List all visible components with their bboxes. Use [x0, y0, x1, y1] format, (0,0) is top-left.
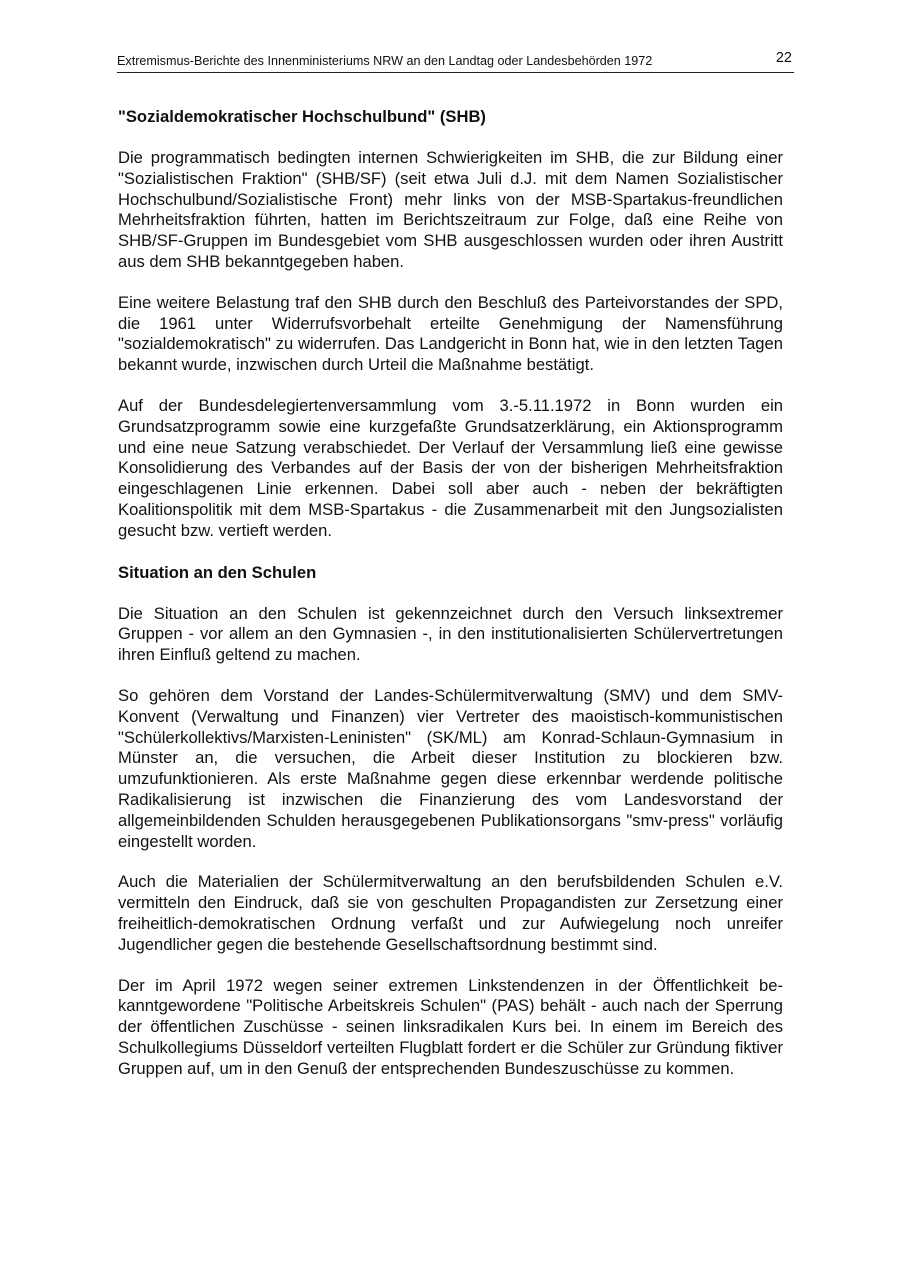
document-body	[118, 106, 783, 1099]
section-heading-schulen: Situation an den Schulen	[118, 562, 317, 582]
paragraph: Die programmatisch bedingten internen Schwierigkeiten im SHB, die zur Bildung einer "Sozialistischen Fraktion" (SHB/SF) (seit etwa Juli d.J. mit dem Namen Sozialistischer Hochschulbund/Sozialistische Front) mehr links von der MSB-Spartakus-freundlichen Mehrheitsfraktion führten, hatten im Berichtszeitraum zur Folge, daß eine Reihe von SHB/SF-Gruppen im Bundesgebiet vom SHB ausgeschlossen wurden oder ihren Austritt aus dem SHB bekanntgegeben haben.	[118, 148, 783, 271]
paragraph: Der im April 1972 wegen seiner extremen Linkstendenzen in der Öffentlichkeit bekanntgewordene "Politische Arbeitskreis Schulen" (PAS) behält - auch nach der Sperrung der öffentlichen Zuschüsse - seinen linksradikalen Kurs bei. In einem im Bereich des Schulkollegiums Düsseldorf verteilten Flugblatt fordert er die Schüler zur Gründung fiktiver Gruppen auf, um in den Genuß der entsprechenden Bundeszuschüsse zu kommen.	[118, 975, 783, 1078]
section-heading-shb: "Sozialdemokratischer Hochschulbund" (SHB)	[118, 107, 486, 126]
paragraph: Eine weitere Belastung traf den SHB durch den Beschluß des Parteivorstandes der SPD, die 1961 unter Widerrufsvorbehalt erteilte Genehmigung der Namensführung "sozialdemokratisch" zu widerrufen. Das Landgericht in Bonn hat, wie in den letzten Tagen bekannt wurde, inzwischen durch Urteil die Maßnahme bestätigt.	[118, 292, 783, 375]
paragraph: Auf der Bundesdelegiertenversammlung vom 3.-5.11.1972 in Bonn wurden ein Grundsatzprogramm sowie eine kurzgefaßte Grundsatzerklärung, ein Aktionsprogramm und eine neue Satzung verabschiedet. Der Verlauf der Versammlung ließ eine gewisse Konsolidierung des Verbandes auf der Basis der von der bisherigen Mehrheitsfraktion eingeschlagenen Linie erkennen. Dabei soll aber auch - neben der bekräftigten Koalitionspolitik mit dem MSB-Spartakus - die Zusammenarbeit mit den Jungsozialisten gesucht bzw. vertieft werden.	[118, 395, 783, 540]
paragraph: Auch die Materialien der Schülermitverwaltung an den berufsbildenden Schulen e.V. vermitteln den Eindruck, daß sie von geschulten Propagandisten zur Zersetzung einer freiheitlich-demokratischen Ordnung verfaßt und zur Aufwiegelung noch unreifer Jugendlicher gegen die bestehende Gesellschaftsordnung bestimmt sind.	[118, 872, 783, 954]
page-number: 22	[775, 50, 792, 66]
paragraph: So gehören dem Vorstand der Landes-Schülermitverwaltung (SMV) und dem SMV-Konvent (Verwaltung und Finanzen) vier Vertreter des maoistisch-kommunistischen "Schülerkollektivs/Marxisten-Leninisten" (SK/ML) am Konrad-Schlaun-Gymnasium in Münster an, die versuchen, die Arbeit dieser Institution zu blockieren bzw. umzufunktionieren. Als erste Maßnahme gegen diese erkennbar werdende politische Radikalisierung ist inzwischen die Finanzierung des vom Landesvorstand der allgemeinbildenden Schulden herausgegebenen Publikationsorgans "smv-press" vorläufig eingestellt worden.	[118, 685, 783, 851]
paragraph: Die Situation an den Schulen ist gekennzeichnet durch den Versuch linksextremer Gruppen - vor allem an den Gymnasien -, in den institutionalisierten Schülervertretungen ihren Einfluß geltend zu machen.	[118, 603, 783, 665]
header-title: Extremismus-Berichte des Innenministeriums NRW an den Landtag oder Landesbehörden 1972	[117, 54, 653, 68]
running-header	[117, 52, 794, 73]
